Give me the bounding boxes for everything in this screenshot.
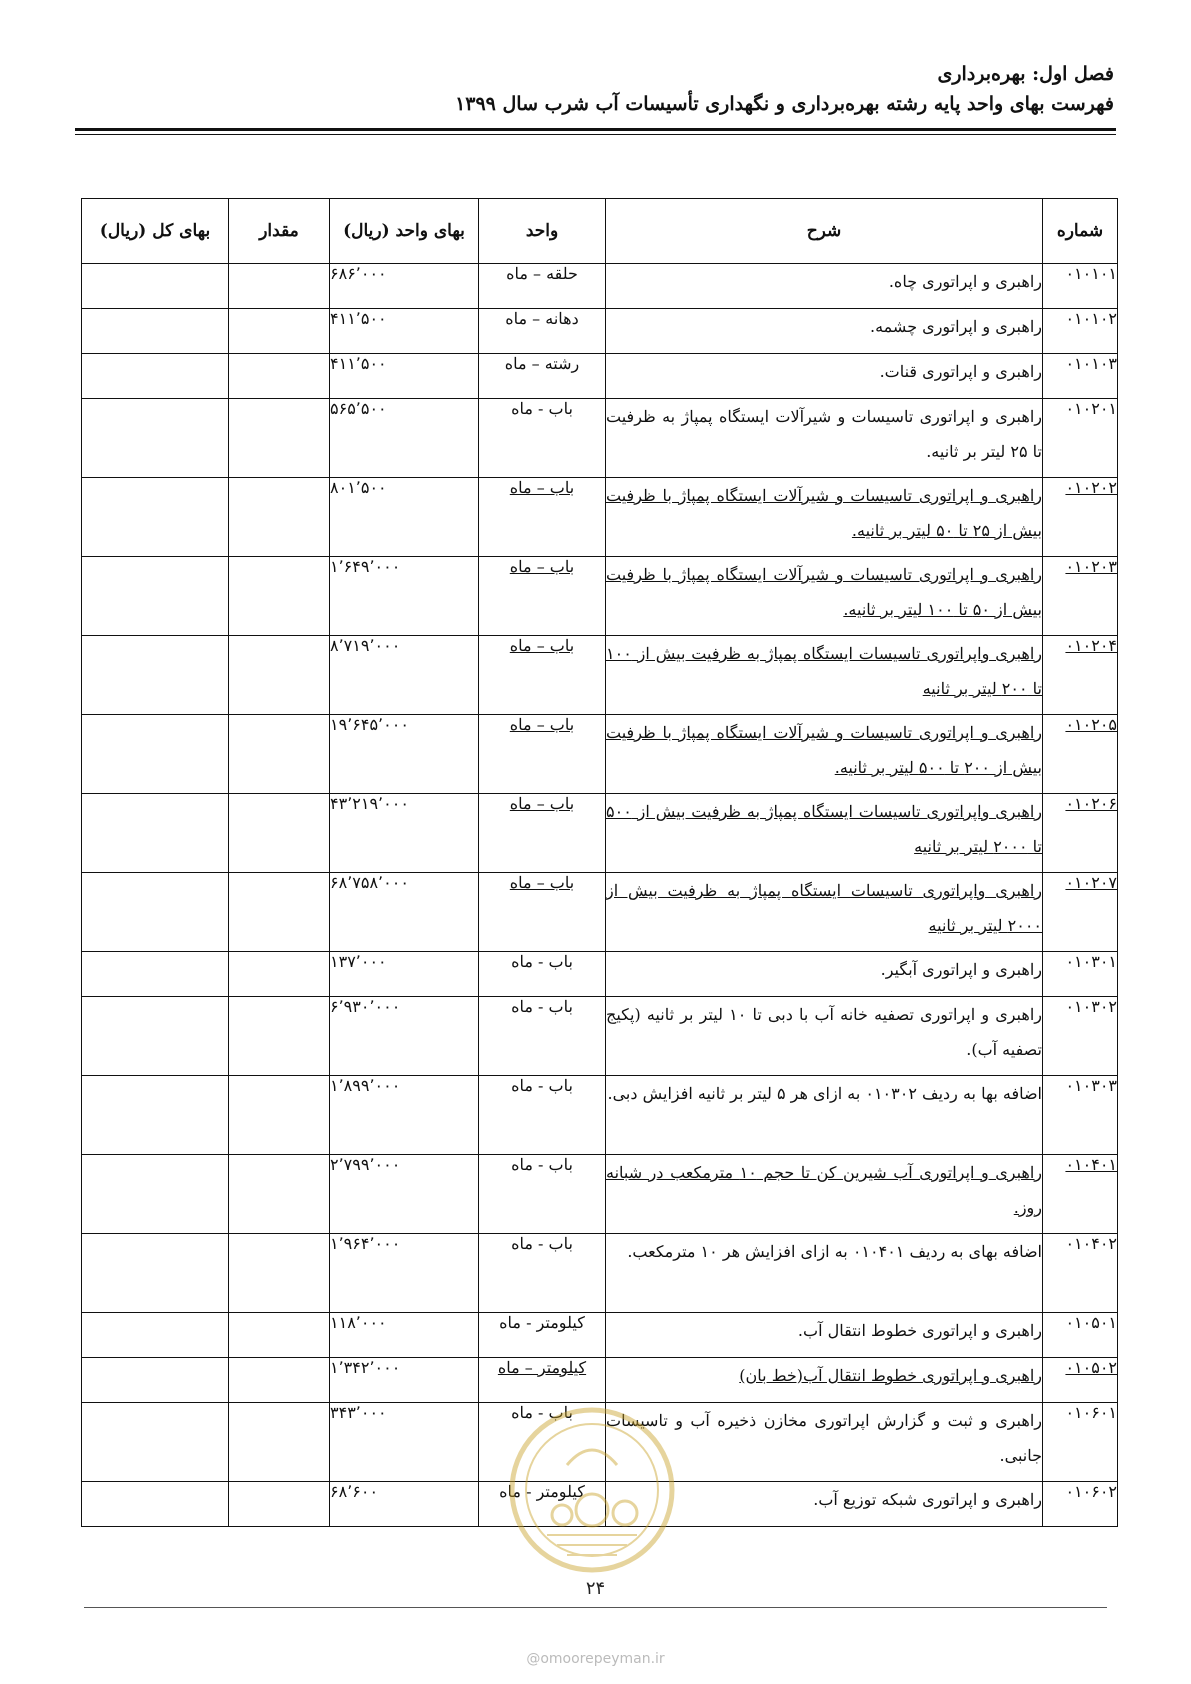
row-code: ۰۱۰۲۰۲ bbox=[1043, 478, 1118, 557]
header-description: شرح bbox=[606, 199, 1043, 264]
header-quantity: مقدار bbox=[229, 199, 330, 264]
row-description: راهبری و اپراتوری قنات. bbox=[606, 354, 1043, 399]
row-unit-price: ۴۳٬۲۱۹٬۰۰۰ bbox=[330, 794, 479, 873]
row-unit: رشته – ماه bbox=[479, 354, 606, 399]
row-code: ۰۱۰۵۰۱ bbox=[1043, 1313, 1118, 1358]
row-quantity bbox=[229, 399, 330, 478]
row-code: ۰۱۰۳۰۱ bbox=[1043, 952, 1118, 997]
row-unit: باب – ماه bbox=[479, 636, 606, 715]
row-unit-price: ۱۳۷٬۰۰۰ bbox=[330, 952, 479, 997]
row-unit-price: ۸۰۱٬۵۰۰ bbox=[330, 478, 479, 557]
row-code: ۰۱۰۶۰۲ bbox=[1043, 1482, 1118, 1527]
table-row bbox=[82, 873, 1118, 952]
row-description: راهبری واپراتوری تاسیسات ایستگاه پمپاژ به ظرفیت بیش از ۲۰۰۰ لیتر بر ثانیه bbox=[606, 873, 1043, 952]
row-unit-price: ۱٬۶۴۹٬۰۰۰ bbox=[330, 557, 479, 636]
row-unit: باب – ماه bbox=[479, 873, 606, 952]
row-unit-price: ۶۸٬۶۰۰ bbox=[330, 1482, 479, 1527]
page-header bbox=[455, 60, 1114, 118]
row-description: راهبری و اپراتوری آب شیرین کن تا حجم ۱۰ مترمکعب در شبانه روز. bbox=[606, 1155, 1043, 1234]
header-code: شماره bbox=[1043, 199, 1118, 264]
row-unit: باب - ماه bbox=[479, 1155, 606, 1234]
row-quantity bbox=[229, 309, 330, 354]
table-row bbox=[82, 1234, 1118, 1313]
row-code: ۰۱۰۱۰۱ bbox=[1043, 264, 1118, 309]
row-code: ۰۱۰۶۰۱ bbox=[1043, 1403, 1118, 1482]
row-unit: کیلومتر - ماه bbox=[479, 1313, 606, 1358]
row-code: ۰۱۰۵۰۲ bbox=[1043, 1358, 1118, 1403]
row-quantity bbox=[229, 264, 330, 309]
table-row bbox=[82, 636, 1118, 715]
page-number: ۲۴ bbox=[585, 1578, 606, 1599]
row-unit-price: ۴۱۱٬۵۰۰ bbox=[330, 354, 479, 399]
table-row bbox=[82, 399, 1118, 478]
row-quantity bbox=[229, 952, 330, 997]
row-code: ۰۱۰۳۰۲ bbox=[1043, 997, 1118, 1076]
row-description: راهبری و اپراتوری تاسیسات و شیرآلات ایستگاه پمپاژ با ظرفیت بیش از ۲۵ تا ۵۰ لیتر بر ثانیه. bbox=[606, 478, 1043, 557]
row-quantity bbox=[229, 1358, 330, 1403]
row-total-price bbox=[82, 952, 229, 997]
header-unit-price: بهای واحد (ریال) bbox=[330, 199, 479, 264]
row-total-price bbox=[82, 794, 229, 873]
row-description: راهبری و اپراتوری تاسیسات و شیرآلات ایستگاه پمپاژ به ظرفیت تا ۲۵ لیتر بر ثانیه. bbox=[606, 399, 1043, 478]
row-total-price bbox=[82, 309, 229, 354]
header-total-price: بهای کل (ریال) bbox=[82, 199, 229, 264]
row-total-price bbox=[82, 1482, 229, 1527]
table-row bbox=[82, 794, 1118, 873]
row-code: ۰۱۰۲۰۶ bbox=[1043, 794, 1118, 873]
row-total-price bbox=[82, 354, 229, 399]
row-unit: باب - ماه bbox=[479, 1403, 606, 1482]
table-row bbox=[82, 997, 1118, 1076]
row-unit-price: ۱٬۹۶۴٬۰۰۰ bbox=[330, 1234, 479, 1313]
row-total-price bbox=[82, 1358, 229, 1403]
header-unit: واحد bbox=[479, 199, 606, 264]
footer-rule bbox=[84, 1607, 1107, 1608]
row-quantity bbox=[229, 1234, 330, 1313]
document-title: فهرست بهای واحد پایه رشته بهره‌برداری و نگهداری تأسیسات آب شرب سال ۱۳۹۹ bbox=[455, 93, 1114, 115]
row-description: راهبری و اپراتوری چاه. bbox=[606, 264, 1043, 309]
row-code: ۰۱۰۲۰۵ bbox=[1043, 715, 1118, 794]
row-quantity bbox=[229, 354, 330, 399]
row-unit-price: ۶۸٬۷۵۸٬۰۰۰ bbox=[330, 873, 479, 952]
row-unit-price: ۱۱۸٬۰۰۰ bbox=[330, 1313, 479, 1358]
row-unit-price: ۱٬۸۹۹٬۰۰۰ bbox=[330, 1076, 479, 1155]
row-unit-price: ۶۸۶٬۰۰۰ bbox=[330, 264, 479, 309]
row-description: راهبری و ثبت و گزارش اپراتوری مخازن ذخیره آب و تاسیسات جانبی. bbox=[606, 1403, 1043, 1482]
watermark-seal-icon bbox=[507, 1405, 677, 1575]
row-unit: کیلومتر - ماه bbox=[479, 1482, 606, 1527]
row-quantity bbox=[229, 1403, 330, 1482]
row-code: ۰۱۰۱۰۲ bbox=[1043, 309, 1118, 354]
row-unit-price: ۱٬۳۴۲٬۰۰۰ bbox=[330, 1358, 479, 1403]
row-unit: باب – ماه bbox=[479, 794, 606, 873]
row-unit: باب - ماه bbox=[479, 399, 606, 478]
row-total-price bbox=[82, 399, 229, 478]
row-total-price bbox=[82, 264, 229, 309]
row-code: ۰۱۰۳۰۳ bbox=[1043, 1076, 1118, 1155]
row-total-price bbox=[82, 715, 229, 794]
row-description: راهبری و اپراتوری شبکه توزیع آب. bbox=[606, 1482, 1043, 1527]
row-quantity bbox=[229, 997, 330, 1076]
row-description: راهبری و اپراتوری خطوط انتقال آب. bbox=[606, 1313, 1043, 1358]
row-quantity bbox=[229, 636, 330, 715]
row-quantity bbox=[229, 1313, 330, 1358]
row-quantity bbox=[229, 1482, 330, 1527]
row-code: ۰۱۰۲۰۱ bbox=[1043, 399, 1118, 478]
header-rule-thick bbox=[75, 128, 1116, 131]
row-unit: باب – ماه bbox=[479, 715, 606, 794]
row-quantity bbox=[229, 794, 330, 873]
header-rule-thin bbox=[75, 134, 1116, 135]
row-unit-price: ۳۴۳٬۰۰۰ bbox=[330, 1403, 479, 1482]
row-quantity bbox=[229, 873, 330, 952]
table-row bbox=[82, 264, 1118, 309]
row-code: ۰۱۰۲۰۳ bbox=[1043, 557, 1118, 636]
row-description: راهبری و اپراتوری تصفیه خانه آب با دبی تا ۱۰ لیتر بر ثانیه (پکیج تصفیه آب). bbox=[606, 997, 1043, 1076]
table-row bbox=[82, 478, 1118, 557]
row-code: ۰۱۰۲۰۴ bbox=[1043, 636, 1118, 715]
row-description: اضافه بها به ردیف ۰۱۰۳۰۲ به ازای هر ۵ لیتر بر ثانیه افزایش دبی. bbox=[606, 1076, 1043, 1155]
row-unit: باب – ماه bbox=[479, 557, 606, 636]
row-description: راهبری و اپراتوری تاسیسات و شیرآلات ایستگاه پمپاژ با ظرفیت بیش از ۵۰ تا ۱۰۰ لیتر بر ثانیه. bbox=[606, 557, 1043, 636]
row-code: ۰۱۰۴۰۱ bbox=[1043, 1155, 1118, 1234]
table-row bbox=[82, 715, 1118, 794]
table-row bbox=[82, 557, 1118, 636]
row-description: اضافه بهای به ردیف ۰۱۰۴۰۱ به ازای افزایش هر ۱۰ مترمکعب. bbox=[606, 1234, 1043, 1313]
row-unit-price: ۸٬۷۱۹٬۰۰۰ bbox=[330, 636, 479, 715]
row-code: ۰۱۰۴۰۲ bbox=[1043, 1234, 1118, 1313]
row-quantity bbox=[229, 557, 330, 636]
row-unit: حلقه – ماه bbox=[479, 264, 606, 309]
row-total-price bbox=[82, 1403, 229, 1482]
table-row bbox=[82, 354, 1118, 399]
row-total-price bbox=[82, 1234, 229, 1313]
row-unit-price: ۴۱۱٬۵۰۰ bbox=[330, 309, 479, 354]
row-unit-price: ۶٬۹۳۰٬۰۰۰ bbox=[330, 997, 479, 1076]
table-row bbox=[82, 1358, 1118, 1403]
row-description: راهبری واپراتوری تاسیسات ایستگاه پمپاژ به ظرفیت بیش از ۵۰۰ تا ۲۰۰۰ لیتر بر ثانیه bbox=[606, 794, 1043, 873]
row-description: راهبری و اپراتوری خطوط انتقال آب(خط بان) bbox=[606, 1358, 1043, 1403]
row-quantity bbox=[229, 478, 330, 557]
row-unit: باب - ماه bbox=[479, 997, 606, 1076]
row-description: راهبری و اپراتوری چشمه. bbox=[606, 309, 1043, 354]
row-unit: باب - ماه bbox=[479, 952, 606, 997]
row-total-price bbox=[82, 1155, 229, 1234]
table-row bbox=[82, 1155, 1118, 1234]
row-quantity bbox=[229, 1155, 330, 1234]
row-code: ۰۱۰۲۰۷ bbox=[1043, 873, 1118, 952]
row-code: ۰۱۰۱۰۳ bbox=[1043, 354, 1118, 399]
row-unit: دهانه – ماه bbox=[479, 309, 606, 354]
price-list-table bbox=[81, 198, 1118, 1527]
chapter-title: فصل اول: بهره‌برداری bbox=[937, 63, 1114, 85]
table-row bbox=[82, 952, 1118, 997]
row-unit: باب – ماه bbox=[479, 478, 606, 557]
row-total-price bbox=[82, 557, 229, 636]
table-row bbox=[82, 309, 1118, 354]
row-description: راهبری و اپراتوری تاسیسات و شیرآلات ایستگاه پمپاژ با ظرفیت بیش از ۲۰۰ تا ۵۰۰ لیتر بر ثانیه. bbox=[606, 715, 1043, 794]
row-total-price bbox=[82, 478, 229, 557]
table-row bbox=[82, 1076, 1118, 1155]
row-quantity bbox=[229, 1076, 330, 1155]
table-row bbox=[82, 1313, 1118, 1358]
row-total-price bbox=[82, 1076, 229, 1155]
row-total-price bbox=[82, 1313, 229, 1358]
row-total-price bbox=[82, 873, 229, 952]
row-unit-price: ۲٬۷۹۹٬۰۰۰ bbox=[330, 1155, 479, 1234]
row-unit: باب - ماه bbox=[479, 1234, 606, 1313]
row-description: راهبری واپراتوری تاسیسات ایستگاه پمپاژ به ظرفیت بیش از ۱۰۰ تا ۲۰۰ لیتر بر ثانیه bbox=[606, 636, 1043, 715]
row-quantity bbox=[229, 715, 330, 794]
row-unit-price: ۱۹٬۶۴۵٬۰۰۰ bbox=[330, 715, 479, 794]
watermark-url: @omoorepeyman.ir bbox=[526, 1651, 665, 1667]
row-total-price bbox=[82, 997, 229, 1076]
row-unit: کیلومتر – ماه bbox=[479, 1358, 606, 1403]
table-header-row bbox=[82, 199, 1118, 264]
row-total-price bbox=[82, 636, 229, 715]
row-unit: باب - ماه bbox=[479, 1076, 606, 1155]
row-description: راهبری و اپراتوری آبگیر. bbox=[606, 952, 1043, 997]
row-unit-price: ۵۶۵٬۵۰۰ bbox=[330, 399, 479, 478]
